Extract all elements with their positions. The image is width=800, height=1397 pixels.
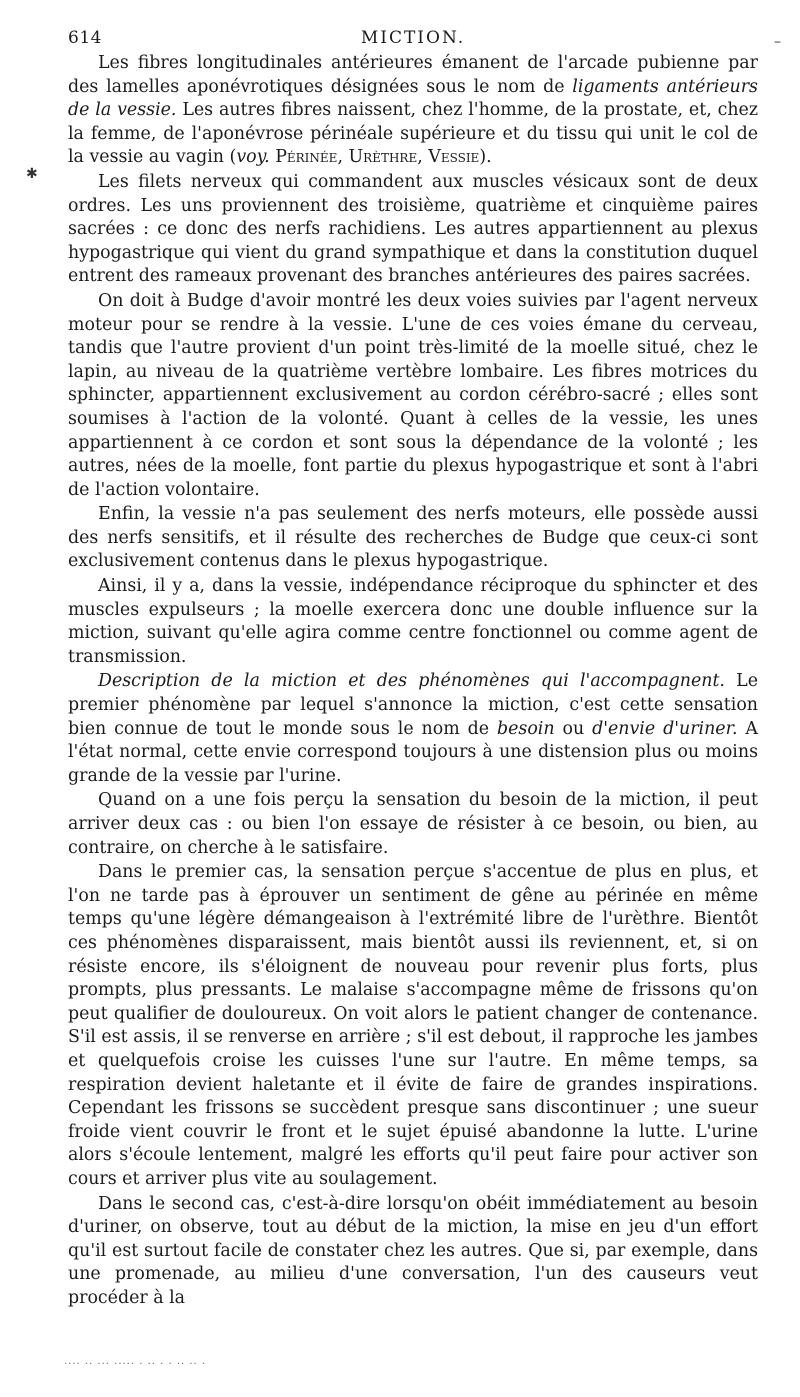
body-text (68, 52, 758, 1310)
margin-mark-asterisk: ✱ (26, 166, 38, 182)
paragraph-first-case: Dans le premier cas, la sensation perçue s'accentue de plus en plus, et l'on ne tarde pas à éprouver un sentiment de gêne au périnée en même temps qu'une légère démangeaison à l'extrémité libre de l'urèthre. Bientôt ces phénomènes disparaissent, mais bientôt aussi ils reviennent, et, si on résiste encore, ils s'éloignent de nouveau pour revenir plus forts, plus prompts, plus pressants. Le malaise s'accompagne même de frissons qu'on peut qualifier de douloureux. On voit alors le patient changer de contenance. S'il est assis, il se renverse en arrière ; s'il est debout, il rapproche les jambes et quelquefois croise les cuisses l'une sur l'autre. En même temps, sa respiration devient haletante et il évite de faire de grandes inspirations. Cependant les frissons se succèdent presque sans discontinuer ; une sueur froide vient couvrir le front et le sujet épuisé abandonne la lutte. L'urine alors s'écoule lentement, malgré les efforts qu'il peut faire pour activer son cours et arriver plus vite au soulagement. (68, 862, 758, 1189)
page-number: 614 (68, 28, 102, 48)
paragraph-sensory-nerves: Enfin, la vessie n'a pas seulement des nerfs moteurs, elle possède aussi des nerfs sensitifs, et il résulte des recherches de Budge que ceux-ci sont exclusivement contenus dans le plexus hypogastrique. (68, 504, 758, 572)
footer-print-marks: .... .. ... ..... . .. . . .. .. . (64, 1356, 207, 1367)
paragraph-two-cases: Quand on a une fois perçu la sensation du besoin de la miction, il peut arriver deux cas : ou bien l'on essaye de résister à ce besoin, ou bien, au contraire, on cherche à le satisfaire. (68, 790, 758, 858)
section-lead: Description de la miction et des phénomènes qui l'accompagnent. (98, 671, 725, 692)
margin-mark-dash: – (774, 34, 781, 50)
page (68, 22, 758, 1310)
page-header (68, 22, 758, 52)
paragraph-independence: Ainsi, il y a, dans la vessie, indépendance réciproque du sphincter et des muscles expulseurs ; la moelle exercera donc une double influence sur la miction, suivant qu'elle agira comme centre fonctionnel ou comme agent de transmission. (68, 576, 758, 667)
running-head: MICTION. (360, 28, 466, 48)
paragraph-anatomy-fibres: Les fibres longitudinales antérieures émanent de l'arcade pubienne par des lamelles aponévrotiques désignées sous le nom de ligaments antérieurs de la vessie. Les autres fibres naissent, chez l'homme, de la prostate, et, chez la femme, de l'aponévrose périnéale supérieure et du tissu qui unit le col de la vessie au vagin (voy. Périnée, Urèthre, Vessie). (68, 53, 758, 168)
paragraph-budge-motor: On doit à Budge d'avoir montré les deux voies suivies par l'agent nerveux moteur pour se rendre à la vessie. L'une de ces voies émane du cerveau, tandis que l'autre provient d'un point très-limité de la moelle situé, chez le lapin, au niveau de la quatrième vertèbre lombaire. Les fibres motrices du sphincter, appartiennent exclusivement au cordon cérébro-sacré ; elles sont soumises à l'action de la volonté. Quant à celles de la vessie, les unes appartiennent à ce cordon et sont sous la dépendance de la volonté ; les autres, nées de la moelle, font partie du plexus hypogastrique et sont à l'abri de l'action volontaire. (68, 290, 758, 500)
paragraph-nerves: Les filets nerveux qui commandent aux muscles vésicaux sont de deux ordres. Les uns proviennent des troisième, quatrième et cinquième paires sacrées : ce donc des nerfs rachidiens. Les autres appartiennent au plexus hypogastrique qui vient du grand sympathique et dans la constitution duquel entrent des rameaux provenant des branches antérieures des paires sacrées. (68, 171, 758, 287)
paragraph-description: Description de la miction et des phénomènes qui l'accompagnent. Le premier phénomène par lequel s'annonce la miction, c'est cette sensation bien connue de tout le monde sous le nom de besoin ou d'envie d'uriner. A l'état normal, cette envie correspond toujours à une distension plus ou moins grande de la vessie par l'urine. (68, 671, 758, 786)
paragraph-second-case: Dans le second cas, c'est-à-dire lorsqu'on obéit immédiatement au besoin d'uriner, on observe, tout au début de la miction, la mise en jeu d'un effort qu'il est surtout facile de constater chez les autres. Que si, par exemple, dans une promenade, au milieu d'une conversation, l'un des causeurs veut procéder à la (68, 1193, 758, 1308)
